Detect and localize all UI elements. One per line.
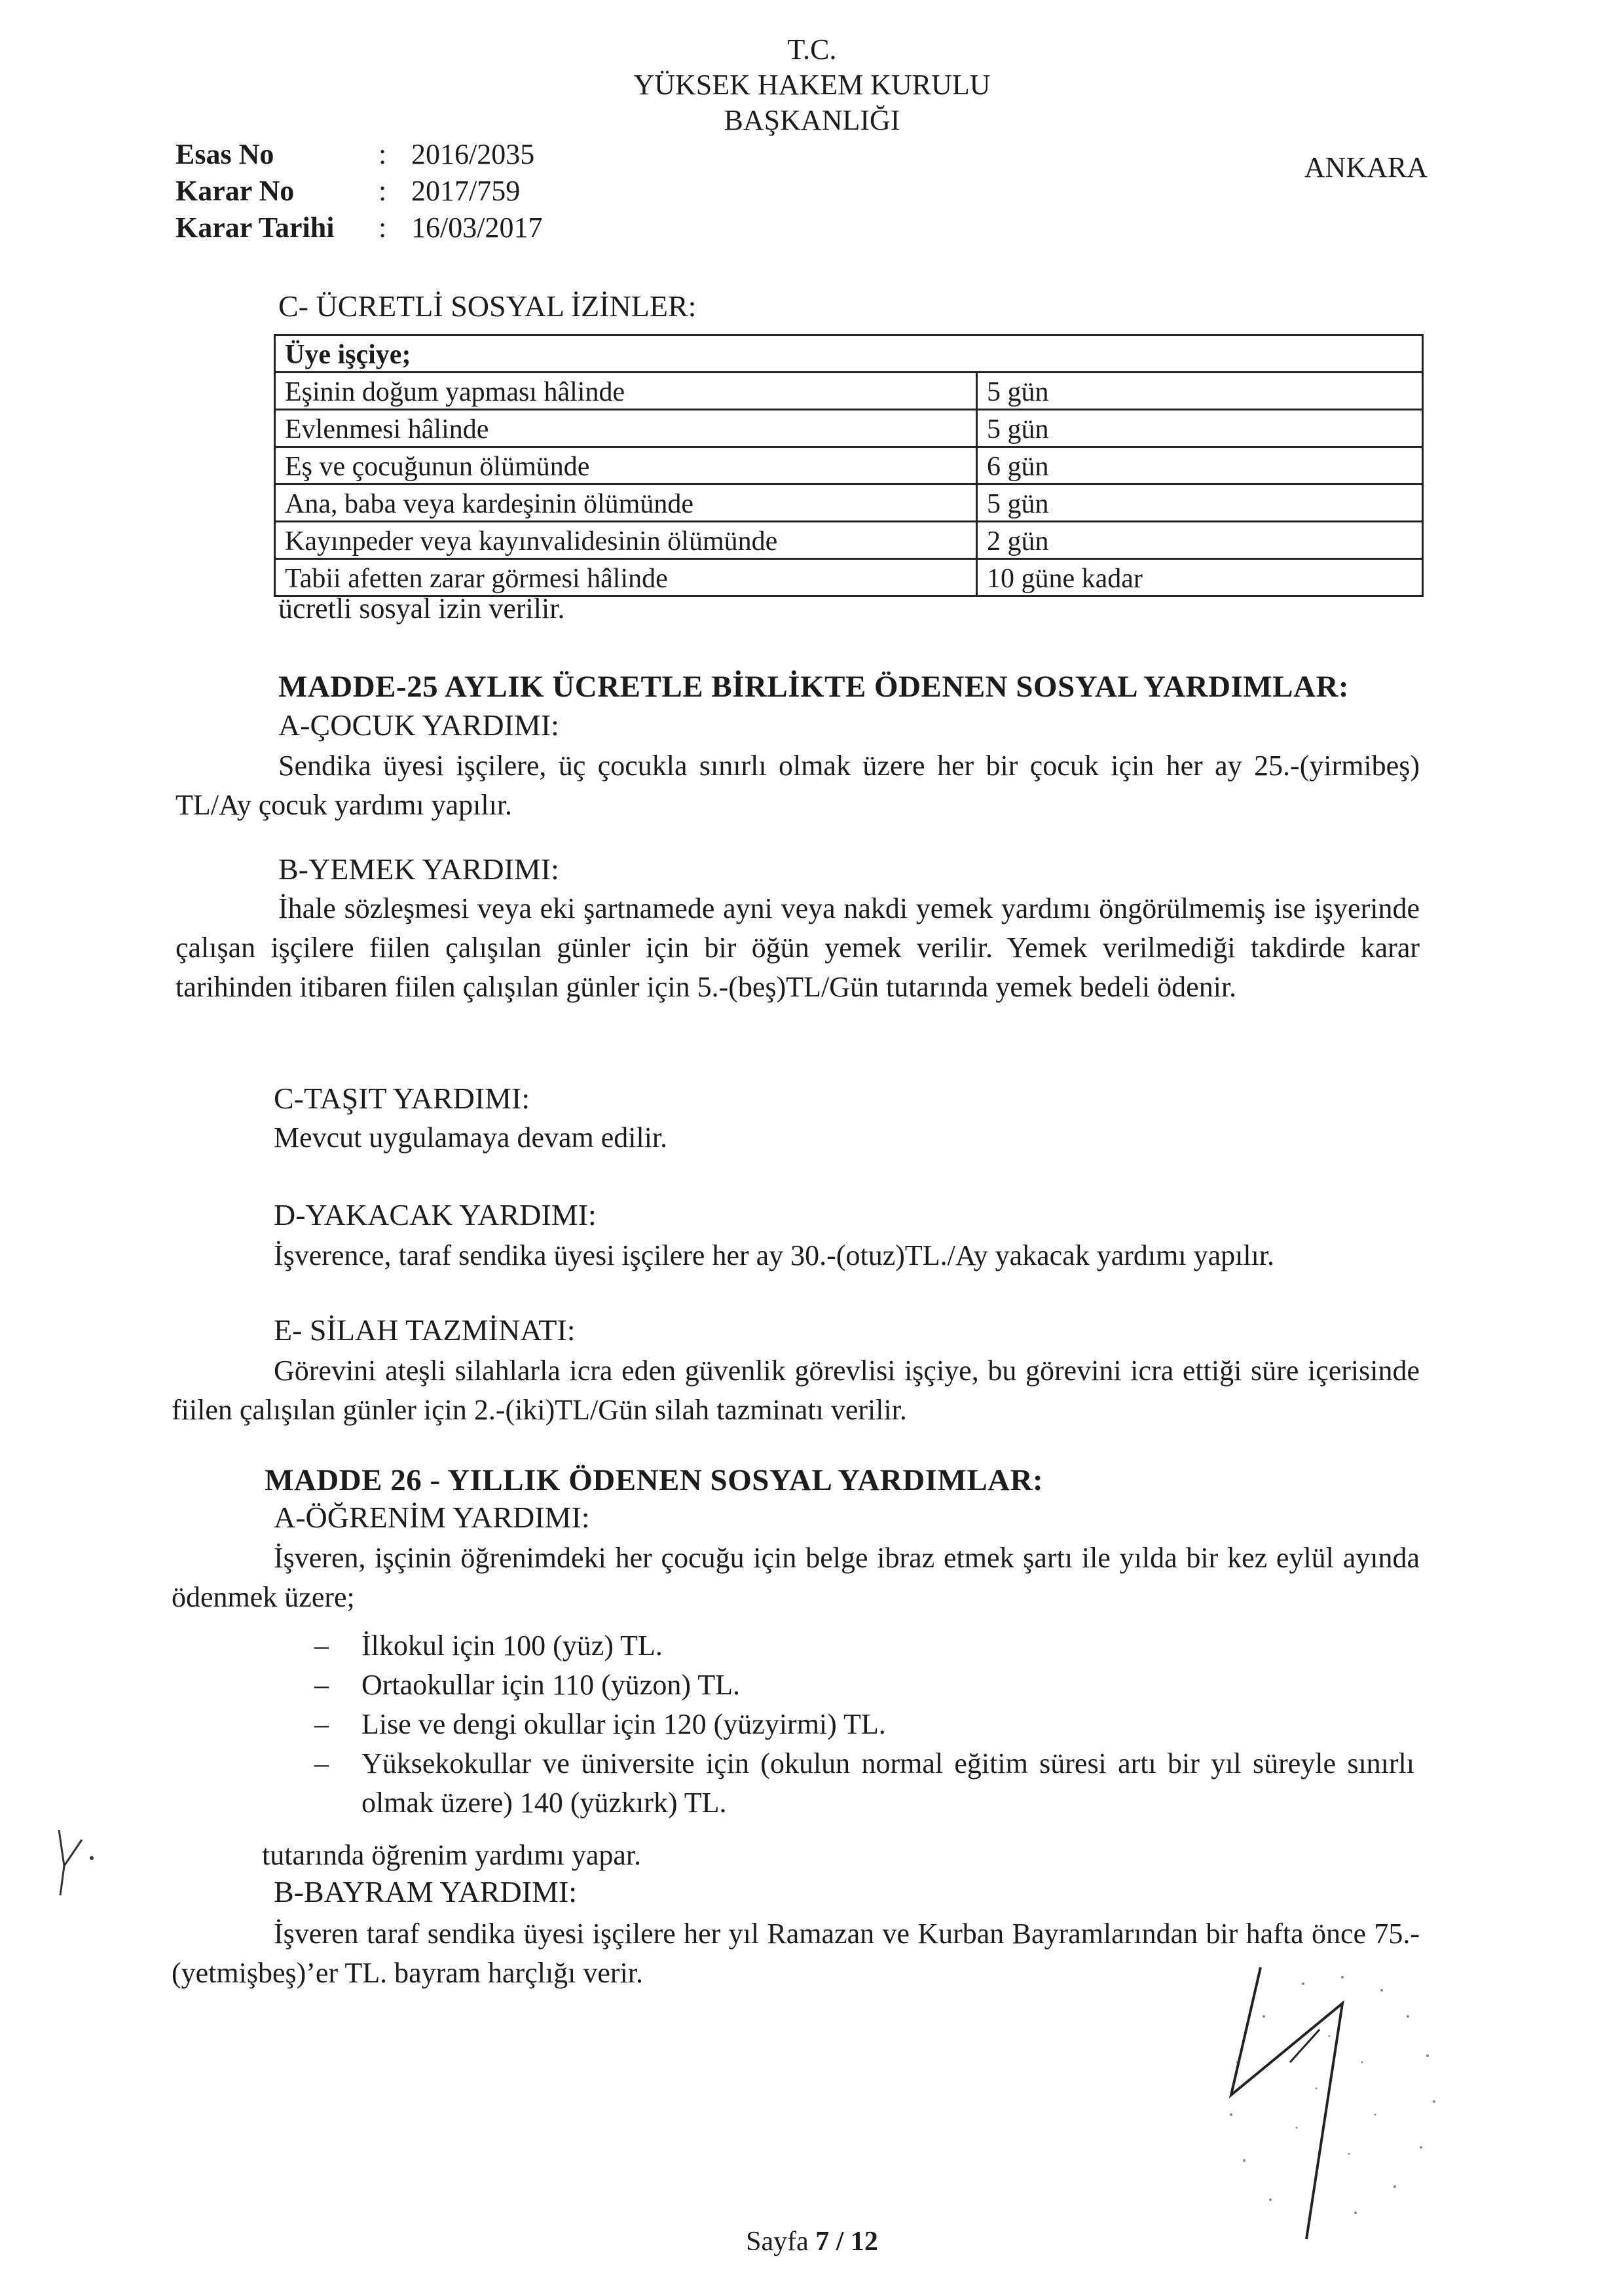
section-c-title: C- ÜCRETLİ SOSYAL İZİNLER: xyxy=(278,289,697,323)
meta-value: 2017/759 xyxy=(411,175,521,207)
education-list xyxy=(314,1626,1414,1823)
table-row xyxy=(275,410,1423,447)
madde-25-c-title: C-TAŞIT YARDIMI: xyxy=(274,1082,530,1115)
table-cell-label: Eşinin doğum yapması hâlinde xyxy=(275,373,977,410)
table-cell-value: 10 güne kadar xyxy=(977,559,1423,596)
table-cell-label: Eş ve çocuğunun ölümünde xyxy=(275,447,977,484)
header-presidency: BAŞKANLIĞI xyxy=(724,104,900,136)
meta-esas-no xyxy=(175,137,534,172)
list-item-text: İlkokul için 100 (yüz) TL. xyxy=(361,1630,663,1662)
section-c-footer: ücretli sosyal izin verilir. xyxy=(278,592,565,625)
table-cell-value: 5 gün xyxy=(977,373,1423,410)
table-row xyxy=(275,373,1423,410)
page-number-separator: / xyxy=(829,2227,851,2257)
madde-25-b-title: B-YEMEK YARDIMI: xyxy=(278,852,559,886)
handwritten-initial-mark xyxy=(46,1827,105,1899)
page-number-current: 7 xyxy=(815,2227,830,2257)
madde-25-a-text: Sendika üyesi işçilere, üç çocukla sınırlı olmak üzere her bir çocuk için her ay 25.-(yirmibeş) TL/Ay çocuk yardımı yapılır. xyxy=(175,750,1420,821)
madde-25-title: MADDE-25 AYLIK ÜCRETLE BİRLİKTE ÖDENEN SOSYAL YARDIMLAR: xyxy=(278,670,1350,704)
header-institution: YÜKSEK HAKEM KURULU xyxy=(633,69,991,101)
list-item: – İlkokul için 100 (yüz) TL. xyxy=(314,1630,663,1662)
page-number-prefix: Sayfa xyxy=(746,2227,816,2257)
meta-karar-tarihi xyxy=(175,211,542,245)
meta-label: Esas No xyxy=(175,138,274,170)
list-item: – Ortaokullar için 110 (yüzon) TL. xyxy=(314,1669,740,1701)
table-cell-value: 2 gün xyxy=(977,522,1423,559)
list-item-text: Lise ve dengi okullar için 120 (yüzyirmi) TL. xyxy=(361,1708,886,1740)
table-cell-value: 5 gün xyxy=(977,484,1423,522)
madde-25-c-text: Mevcut uygulamaya devam edilir. xyxy=(274,1121,668,1154)
table-header-cell: Üye işçiye; xyxy=(275,335,1423,373)
table-row xyxy=(275,484,1423,522)
list-item-text: Ortaokullar için 110 (yüzon) TL. xyxy=(361,1669,740,1701)
madde-25-d-text: İşverence, taraf sendika üyesi işçilere her ay 30.-(otuz)TL./Ay yakacak yardımı yapılır. xyxy=(274,1239,1274,1271)
page-number xyxy=(0,2226,1624,2257)
table-cell-label: Tabii afetten zarar görmesi hâlinde xyxy=(275,559,977,596)
meta-karar-no xyxy=(175,174,520,208)
madde-26-a-title: A-ÖĞRENİM YARDIMI: xyxy=(274,1501,590,1534)
table-row xyxy=(275,522,1423,559)
madde-26-b-title: B-BAYRAM YARDIMI: xyxy=(274,1875,578,1908)
table-cell-label: Kayınpeder veya kayınvalidesinin ölümünde xyxy=(275,522,977,559)
madde-26-b-text: İşveren taraf sendika üyesi işçilere her yıl Ramazan ve Kurban Bayramlarından bir hafta önce 75.-(yetmişbeş)’er TL. bayram harçlığı verir. xyxy=(172,1918,1420,1989)
table-cell-value: 6 gün xyxy=(977,447,1423,484)
madde-25-e-title: E- SİLAH TAZMİNATI: xyxy=(274,1313,576,1347)
meta-value: 2016/2035 xyxy=(411,138,535,170)
madde-26-a-footer: tutarında öğrenim yardımı yapar. xyxy=(262,1839,642,1871)
madde-25-e-text: Görevini ateşli silahlarla icra eden güvenlik görevlisi işçiye, bu görevini icra ettiği süre içerisinde fiilen çalışılan günler için 2.-(iki)TL/Gün silah tazminatı verilir. xyxy=(172,1355,1420,1426)
table-cell-label: Ana, baba veya kardeşinin ölümünde xyxy=(275,484,977,522)
meta-label: Karar Tarihi xyxy=(175,211,335,244)
table-row xyxy=(275,447,1423,484)
madde-25-a-title: A-ÇOCUK YARDIMI: xyxy=(278,708,559,742)
page-number-total: 12 xyxy=(850,2227,878,2257)
meta-value: 16/03/2017 xyxy=(411,211,543,244)
list-item: – Lise ve dengi okullar için 120 (yüzyirmi) TL. xyxy=(314,1708,886,1740)
leave-table xyxy=(274,334,1424,597)
list-item-text: Yüksekokullar ve üniversite için (okulun normal eğitim süresi artı bir yıl süreyle sınırlı olmak üzere) 140 (yüzkırk) TL. xyxy=(361,1747,1414,1819)
table-cell-value: 5 gün xyxy=(977,410,1423,447)
signature-stamp xyxy=(1198,1958,1486,2252)
header-tc: T.C. xyxy=(787,33,837,65)
table-row xyxy=(275,335,1423,373)
madde-26-a-text: İşveren, işçinin öğrenimdeki her çocuğu için belge ibraz etmek şartı ile yılda bir kez eylül ayında ödenmek üzere; xyxy=(172,1542,1420,1613)
table-cell-label: Evlenmesi hâlinde xyxy=(275,410,977,447)
header-city: ANKARA xyxy=(1304,151,1428,183)
meta-sep: : xyxy=(378,211,387,244)
list-item: – Yüksekokullar ve üniversite için (okulun normal eğitim süresi artı bir yıl süreyle sınırlı olmak üzere) 140 (yüzkırk) TL. xyxy=(314,1747,1414,1819)
meta-sep: : xyxy=(378,138,387,170)
madde-26-title: MADDE 26 - YILLIK ÖDENEN SOSYAL YARDIMLAR: xyxy=(265,1463,1044,1497)
meta-label: Karar No xyxy=(175,175,295,207)
meta-sep: : xyxy=(378,175,387,207)
madde-25-b-text: İhale sözleşmesi veya eki şartnamede ayni veya nakdi yemek yardımı öngörülmemiş ise işyerinde çalışan işçilere fiilen çalışılan günler için bir öğün yemek verilir. Yemek verilmediği takdirde karar tarihinden itibaren fiilen çalışılan günler için 5.-(beş)TL/Gün tutarında yemek bedeli ödenir. xyxy=(175,892,1420,1003)
madde-25-d-title: D-YAKACAK YARDIMI: xyxy=(274,1198,597,1231)
